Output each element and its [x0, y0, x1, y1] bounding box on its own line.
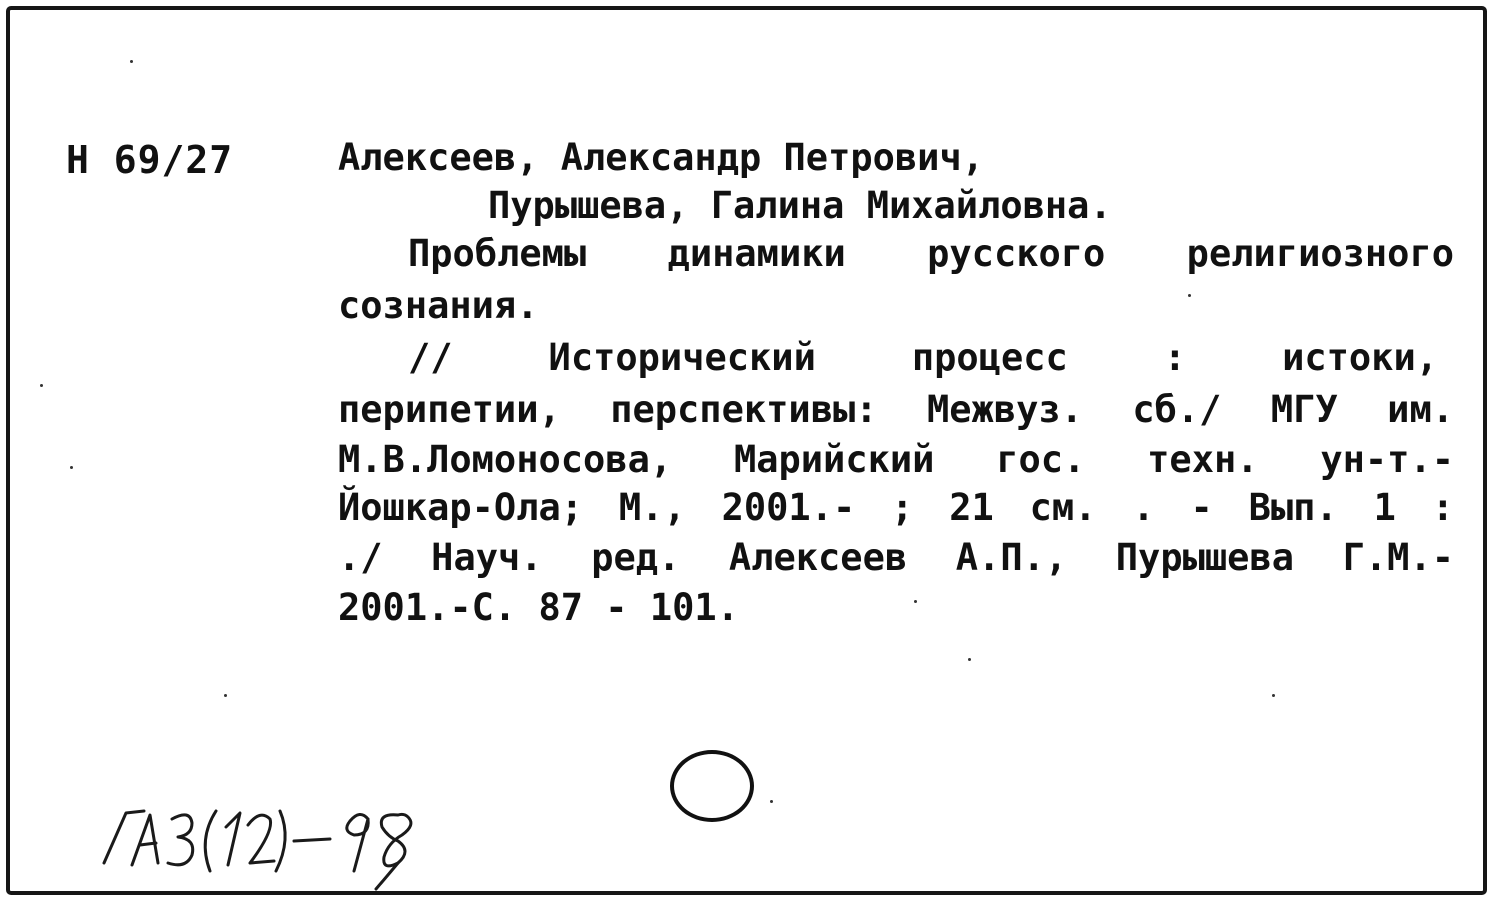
source-line-5: ./ Науч. ред. Алексеев А.П., Пурышева Г.М.- [338, 536, 1454, 579]
scan-speck [770, 800, 773, 803]
scan-speck [1188, 294, 1191, 297]
scan-speck [1272, 694, 1275, 697]
handwritten-note-drawing [98, 805, 428, 895]
source-line-1: // Исторический процесс : истоки, [408, 336, 1438, 379]
source-line-2: перипетии, перспективы: Межвуз. сб./ МГУ им. [338, 388, 1454, 431]
scan-speck [70, 466, 73, 469]
source-line-6: 2001.-С. 87 - 101. [338, 586, 739, 629]
handwritten-note [98, 805, 428, 899]
scan-speck [40, 384, 43, 387]
scan-speck [224, 694, 227, 697]
source-line-3: М.В.Ломоносова, Марийский гос. техн. ун-т.- [338, 438, 1454, 481]
scan-speck [968, 658, 971, 661]
coauthor-line: Пурышева, Галина Михайловна. [488, 184, 1112, 227]
title-line-1: Проблемы динамики русского религиозного [408, 232, 1454, 275]
scan-speck [914, 600, 917, 603]
shelf-mark: Н 69/27 [66, 138, 234, 182]
source-line-4: Йошкар-Ола; М., 2001.- ; 21 см. . - Вып. 1 : [338, 486, 1454, 529]
title-line-2: сознания. [338, 284, 539, 327]
catalog-card [6, 6, 1487, 895]
punch-hole [670, 750, 754, 822]
author-heading: Алексеев, Александр Петрович, [338, 136, 985, 179]
scan-speck [130, 60, 133, 63]
